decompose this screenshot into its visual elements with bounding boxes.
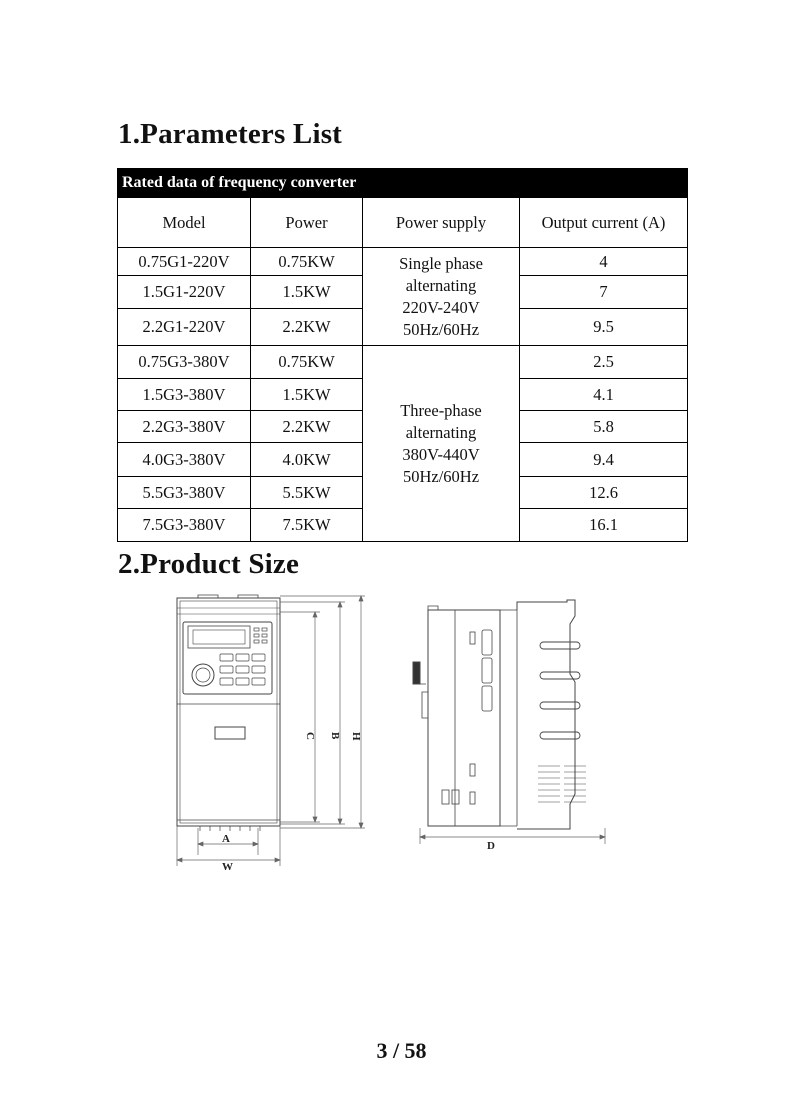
cell-power: 7.5KW [251,509,363,542]
cell-model: 1.5G1-220V [118,276,251,309]
table-banner-row [118,169,688,198]
status-leds [254,628,267,643]
section-title-product-size: 2.Product Size [118,548,300,580]
cell-current: 16.1 [520,509,688,542]
dim-label-b: B [329,732,341,740]
cell-current: 12.6 [520,477,688,509]
side-body-front [428,610,500,826]
cell-power-supply-three-phase [363,346,520,542]
side-view [413,600,605,852]
header-power: Power [251,198,363,248]
cell-current: 2.5 [520,346,688,379]
page-number: 3 / 58 [376,1038,427,1063]
control-knob [192,664,214,686]
supply-text-single-phase: Single phase alternating 220V-240V 50Hz/60Hz [399,253,483,339]
cell-model: 2.2G3-380V [118,411,251,443]
heatsink-grille [538,766,586,802]
table-caption: Rated data of frequency converter [118,169,688,198]
cell-power: 0.75KW [251,346,363,379]
cell-power: 0.75KW [251,248,363,276]
header-output-current: Output current (A) [520,198,688,248]
cell-power: 2.2KW [251,411,363,443]
dim-label-a: A [222,833,230,845]
cell-current: 4.1 [520,379,688,411]
bottom-vents [200,826,260,831]
supply-text-three-phase: Three-phase alternating 380V-440V 50Hz/60Hz [400,400,482,486]
side-connector [413,662,420,684]
cell-model: 0.75G3-380V [118,346,251,379]
heatsink-outline [517,600,575,829]
dim-label-w: W [222,861,233,872]
parameters-table [117,168,688,542]
cell-power: 4.0KW [251,443,363,477]
cell-model: 2.2G1-220V [118,309,251,346]
product-size-drawing [170,592,620,872]
cell-model: 4.0G3-380V [118,443,251,477]
table-row [118,346,688,379]
front-view [177,595,365,872]
table-row [118,248,688,276]
side-dimensions [420,828,605,844]
table-header-row [118,198,688,248]
cell-power-supply-single-phase [363,248,520,346]
cell-power: 5.5KW [251,477,363,509]
display-window [193,630,245,644]
cell-current: 4 [520,248,688,276]
heatsink-fins [540,642,580,739]
cell-model: 7.5G3-380V [118,509,251,542]
dim-label-d: D [487,840,495,852]
cell-model: 1.5G3-380V [118,379,251,411]
front-body-outline [177,598,280,826]
cell-current: 5.8 [520,411,688,443]
header-power-supply: Power supply [363,198,520,248]
dim-label-c: C [304,732,316,740]
cell-power: 1.5KW [251,276,363,309]
cell-current: 9.4 [520,443,688,477]
front-label-plate [215,727,245,739]
dim-label-h: H [350,732,362,741]
cell-current: 9.5 [520,309,688,346]
keypad-buttons [220,654,265,685]
cell-model: 0.75G1-220V [118,248,251,276]
side-vent-slots [442,630,492,804]
cell-current: 7 [520,276,688,309]
cell-power: 2.2KW [251,309,363,346]
cell-power: 1.5KW [251,379,363,411]
cell-model: 5.5G3-380V [118,477,251,509]
header-model: Model [118,198,251,248]
section-title-parameters: 1.Parameters List [118,118,343,150]
